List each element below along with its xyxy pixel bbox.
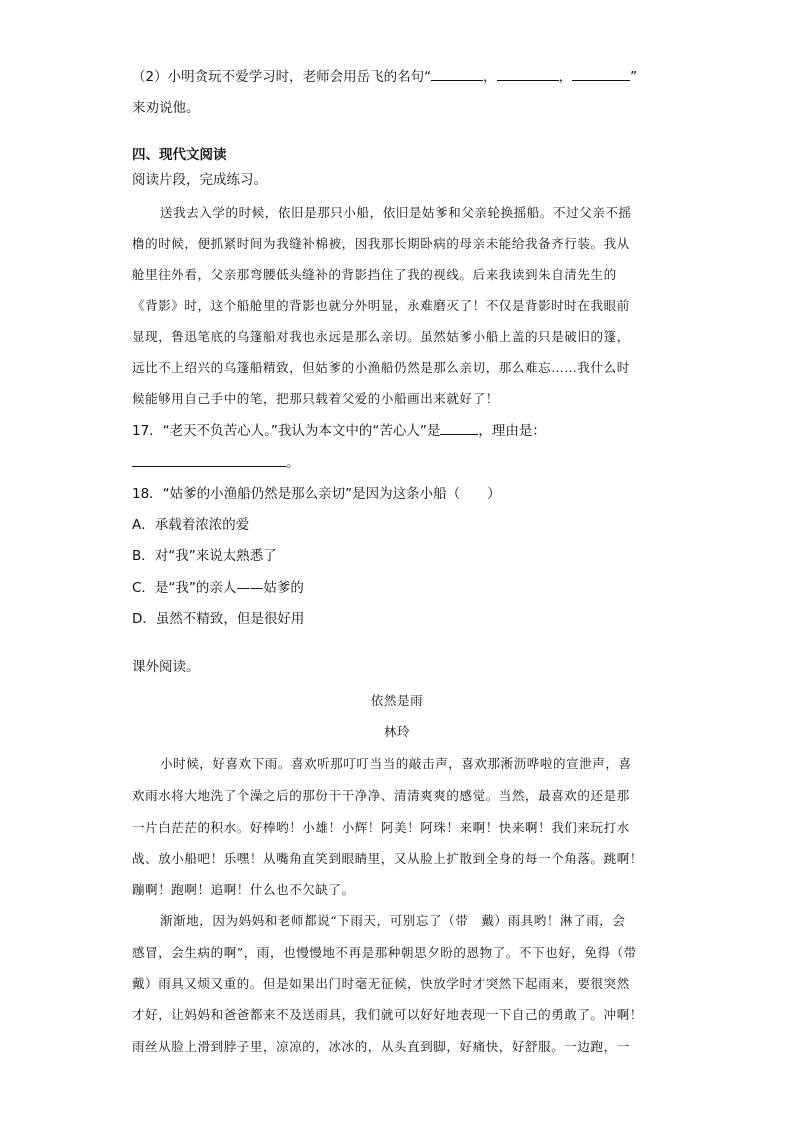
- passage1-line: 橹的时候，便抓紧时间为我缝补棉被，因我那长期卧病的母亲未能给我备齐行装。我从: [132, 236, 630, 251]
- question-2-line1: [132, 66, 637, 87]
- passage2-line: 戴）雨具又烦又重的。但是如果出门时毫无征候，快放学时才突然下起雨来，要很突然: [132, 976, 630, 991]
- passage1-line: 《背影》时，这个船舱里的背影也就分外明显，永难磨灭了！不仅是背影时时在我眼前: [132, 298, 630, 313]
- question-18-stem: 18．“姑爹的小渔船仍然是那么亲切”是因为这条小船（ ）: [132, 486, 501, 502]
- article-author: 林玲: [383, 724, 411, 739]
- passage2-line: 小时候，好喜欢下雨。喜欢听那叮叮当当的敲击声，喜欢那淅沥哗啦的宣泄声，喜: [160, 756, 632, 771]
- option-d: D．虽然不精致，但是很好用: [132, 611, 305, 627]
- passage2-line: 雨丝从脸上滑到脖子里，凉凉的，冰冰的，从头直到脚，好痛快，好舒服。一边跑，一: [132, 1039, 630, 1054]
- passage1-line: 候能够用自己手中的笔，把那只载着父爱的小船画出来就好了！: [132, 391, 499, 406]
- answer-blank: [572, 66, 630, 81]
- closing-quote: ”: [630, 69, 638, 85]
- passage1-line: 显现，鲁迅笔底的乌篷船对我也永远是那么亲切。虽然姑爹小船上盖的只是破旧的篷，: [132, 329, 630, 344]
- question-17: [132, 420, 546, 441]
- separator: ，: [483, 69, 497, 85]
- question-17-text: 17．“老天不负苦心人。”我认为本文中的“苦心人”是: [132, 423, 441, 439]
- extra-reading-label: 课外阅读。: [132, 659, 200, 675]
- passage1-line: 送我去入学的时候，依旧是那只小船，依旧是姑爹和父亲轮换摇船。不过父亲不摇: [160, 205, 632, 220]
- passage2-line: 欢雨水将大地洗了个澡之后的那份干干净净、清清爽爽的感觉。当然，最喜欢的还是那: [132, 788, 630, 803]
- passage2-line: 才好，让妈妈和爸爸都来不及送雨具，我们就可以好好地表现一下自己的勇敢了。冲啊！: [132, 1007, 643, 1022]
- option-b: B．对“我”来说太熟悉了: [132, 548, 277, 564]
- passage2-line: 感冒，会生病的啊”，雨，也慢慢地不再是那种朝思夕盼的恩物了。不下也好，免得（带: [132, 945, 637, 960]
- answer-blank: [132, 452, 286, 467]
- question-17-text: ，理由是：: [478, 423, 546, 439]
- question-2-text: （2）小明贪玩不爱学习时，老师会用岳飞的名句“: [132, 69, 432, 85]
- passage2-line: 蹦啊！跑啊！追啊！什么也不欠缺了。: [132, 882, 355, 897]
- passage1-line: 远比不上绍兴的乌篷船精致，但姑爹的小渔船仍然是那么亲切，那么难忘……我什么时: [132, 360, 630, 375]
- option-c: C．是“我”的亲人——姑爹的: [132, 580, 304, 596]
- passage1-line: 舱里往外看，父亲那弯腰低头缝补的背影挡住了我的视线。后来我读到朱自清先生的: [132, 267, 617, 282]
- question-2-line2: 来劝说他。: [132, 100, 200, 116]
- passage2-line: 渐渐地，因为妈妈和老师都说“下雨天，可别忘了（带 戴）雨具哟！淋了雨，会: [160, 913, 626, 928]
- answer-blank: [431, 66, 483, 81]
- separator: ，: [558, 69, 573, 85]
- section-title: 四、现代文阅读: [132, 147, 227, 163]
- period: 。: [286, 455, 300, 471]
- option-a: A．承载着浓浓的爱: [132, 517, 250, 533]
- passage2-line: 战、放小船吧！乐嘿！从嘴角直笑到眼睛里，又从脸上扩散到全身的每一个角落。跳啊！: [132, 851, 643, 866]
- article-title: 依然是雨: [370, 693, 424, 708]
- answer-blank: [440, 420, 478, 435]
- question-17-answer-line: [132, 452, 300, 473]
- section-instruction: 阅读片段，完成练习。: [132, 172, 267, 188]
- answer-blank: [497, 66, 559, 81]
- passage2-line: 一片白茫茫的积水。好棒哟！小雄！小辉！阿美！阿珠！来啊！快来啊！我们来玩打水: [132, 820, 630, 835]
